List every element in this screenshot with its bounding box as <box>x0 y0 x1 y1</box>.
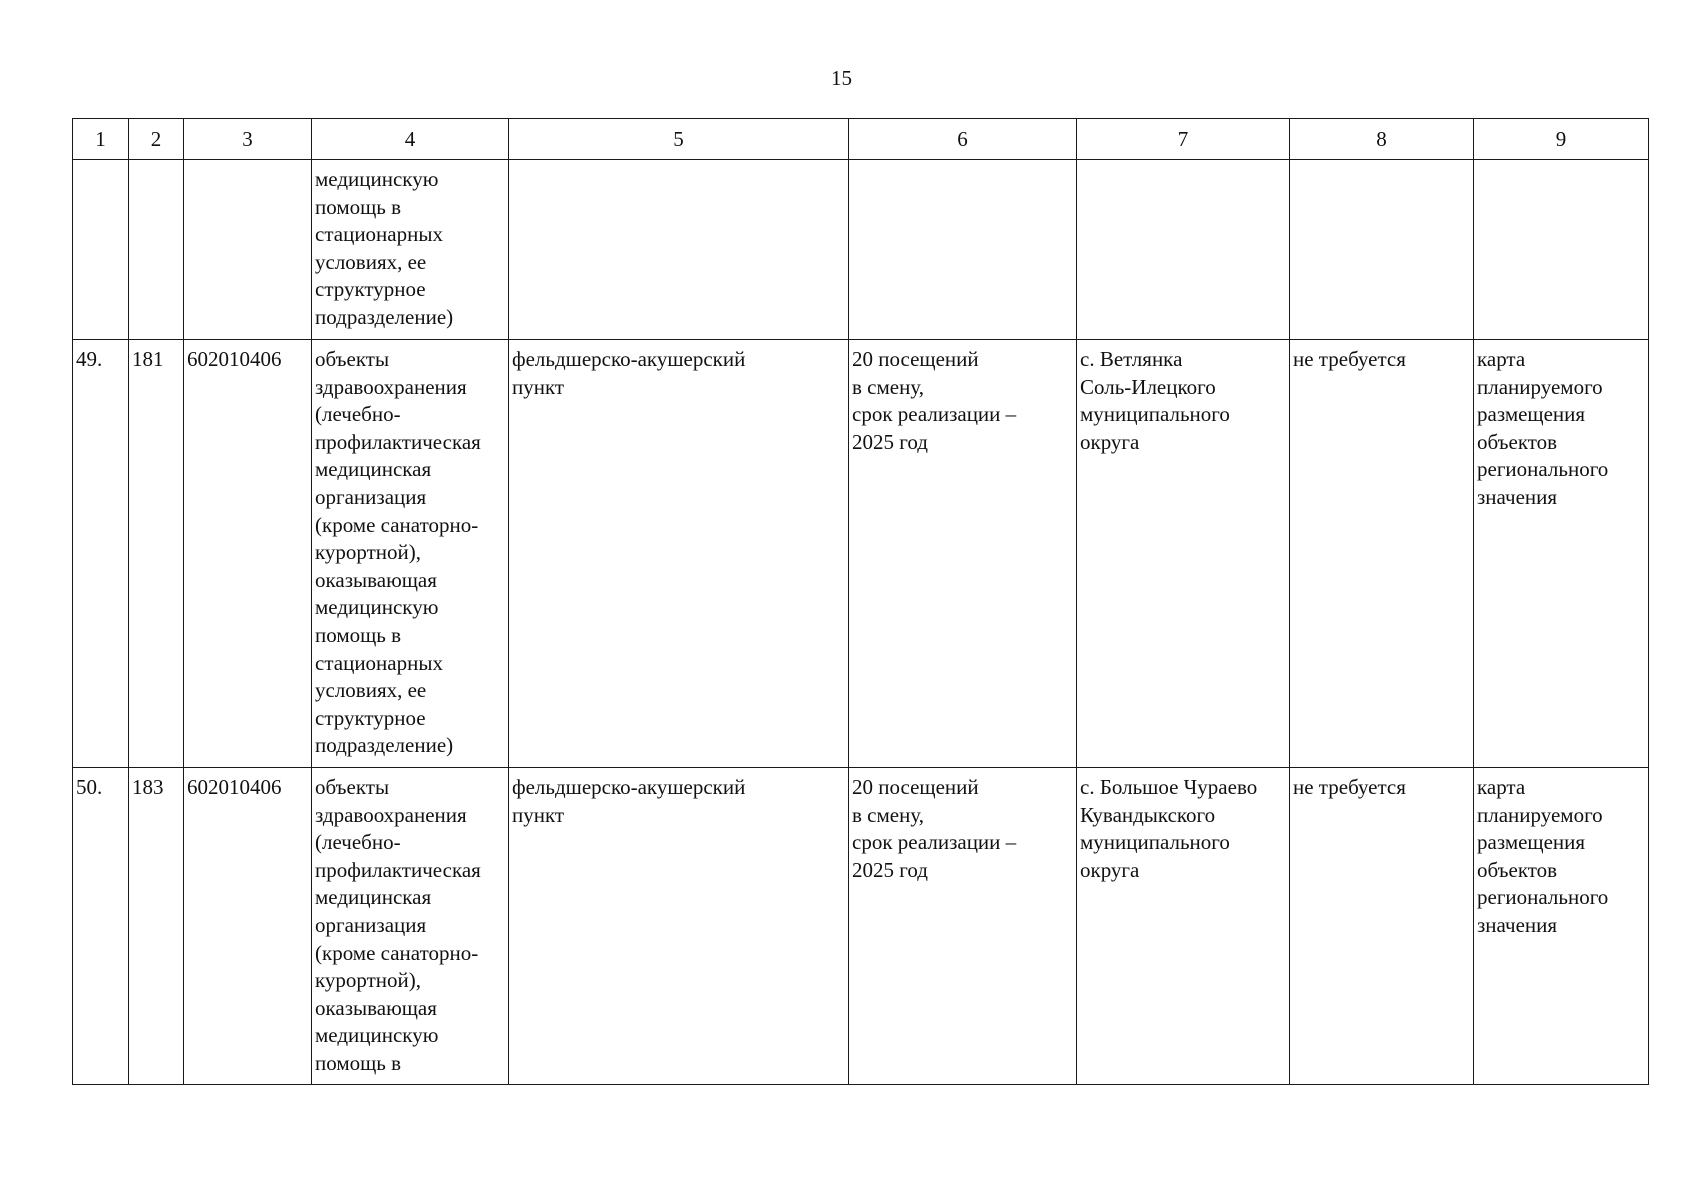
table-cell: 181 <box>129 340 184 768</box>
table-cell <box>129 160 184 340</box>
table-cell <box>1290 160 1474 340</box>
column-header: 6 <box>849 119 1077 160</box>
table-cell: 20 посещений в смену, срок реализации – 2025 год <box>849 340 1077 768</box>
table-cell: объекты здравоохранения (лечебно- профилактическая медицинская организация (кроме санаторно- курортной), оказывающая медицинскую помощь в стационарных условиях, ее структурное подразделение) <box>312 340 509 768</box>
column-header: 2 <box>129 119 184 160</box>
table-cell: 50. <box>73 768 129 1085</box>
column-header: 7 <box>1077 119 1290 160</box>
table-cell: 183 <box>129 768 184 1085</box>
table-cell: с. Ветлянка Соль-Илецкого муниципального округа <box>1077 340 1290 768</box>
table-cell: объекты здравоохранения (лечебно- профилактическая медицинская организация (кроме санаторно- курортной), оказывающая медицинскую помощь в <box>312 768 509 1085</box>
column-header: 5 <box>509 119 849 160</box>
column-header: 3 <box>184 119 312 160</box>
table-header-row <box>73 119 1649 160</box>
column-header: 4 <box>312 119 509 160</box>
table-cell: 602010406 <box>184 768 312 1085</box>
table-cell <box>509 160 849 340</box>
table-cell: фельдшерско-акушерский пункт <box>509 768 849 1085</box>
table-cell: 20 посещений в смену, срок реализации – 2025 год <box>849 768 1077 1085</box>
column-header: 9 <box>1474 119 1649 160</box>
page-number: 15 <box>831 66 852 90</box>
table-cell <box>184 160 312 340</box>
table-row <box>73 768 1649 1085</box>
table-cell: карта планируемого размещения объектов регионального значения <box>1474 340 1649 768</box>
table-row <box>73 160 1649 340</box>
table-cell: с. Большое Чураево Кувандыкского муниципального округа <box>1077 768 1290 1085</box>
table-cell: карта планируемого размещения объектов регионального значения <box>1474 768 1649 1085</box>
column-header: 8 <box>1290 119 1474 160</box>
document-table <box>72 118 1649 1085</box>
table-cell: медицинскую помощь в стационарных условиях, ее структурное подразделение) <box>312 160 509 340</box>
table-cell <box>1077 160 1290 340</box>
table-cell <box>73 160 129 340</box>
table-cell <box>1474 160 1649 340</box>
table-cell: не требуется <box>1290 340 1474 768</box>
table-cell <box>849 160 1077 340</box>
column-header: 1 <box>73 119 129 160</box>
table-cell: 602010406 <box>184 340 312 768</box>
table-cell: 49. <box>73 340 129 768</box>
table-row <box>73 340 1649 768</box>
table-cell: не требуется <box>1290 768 1474 1085</box>
table-cell: фельдшерско-акушерский пункт <box>509 340 849 768</box>
